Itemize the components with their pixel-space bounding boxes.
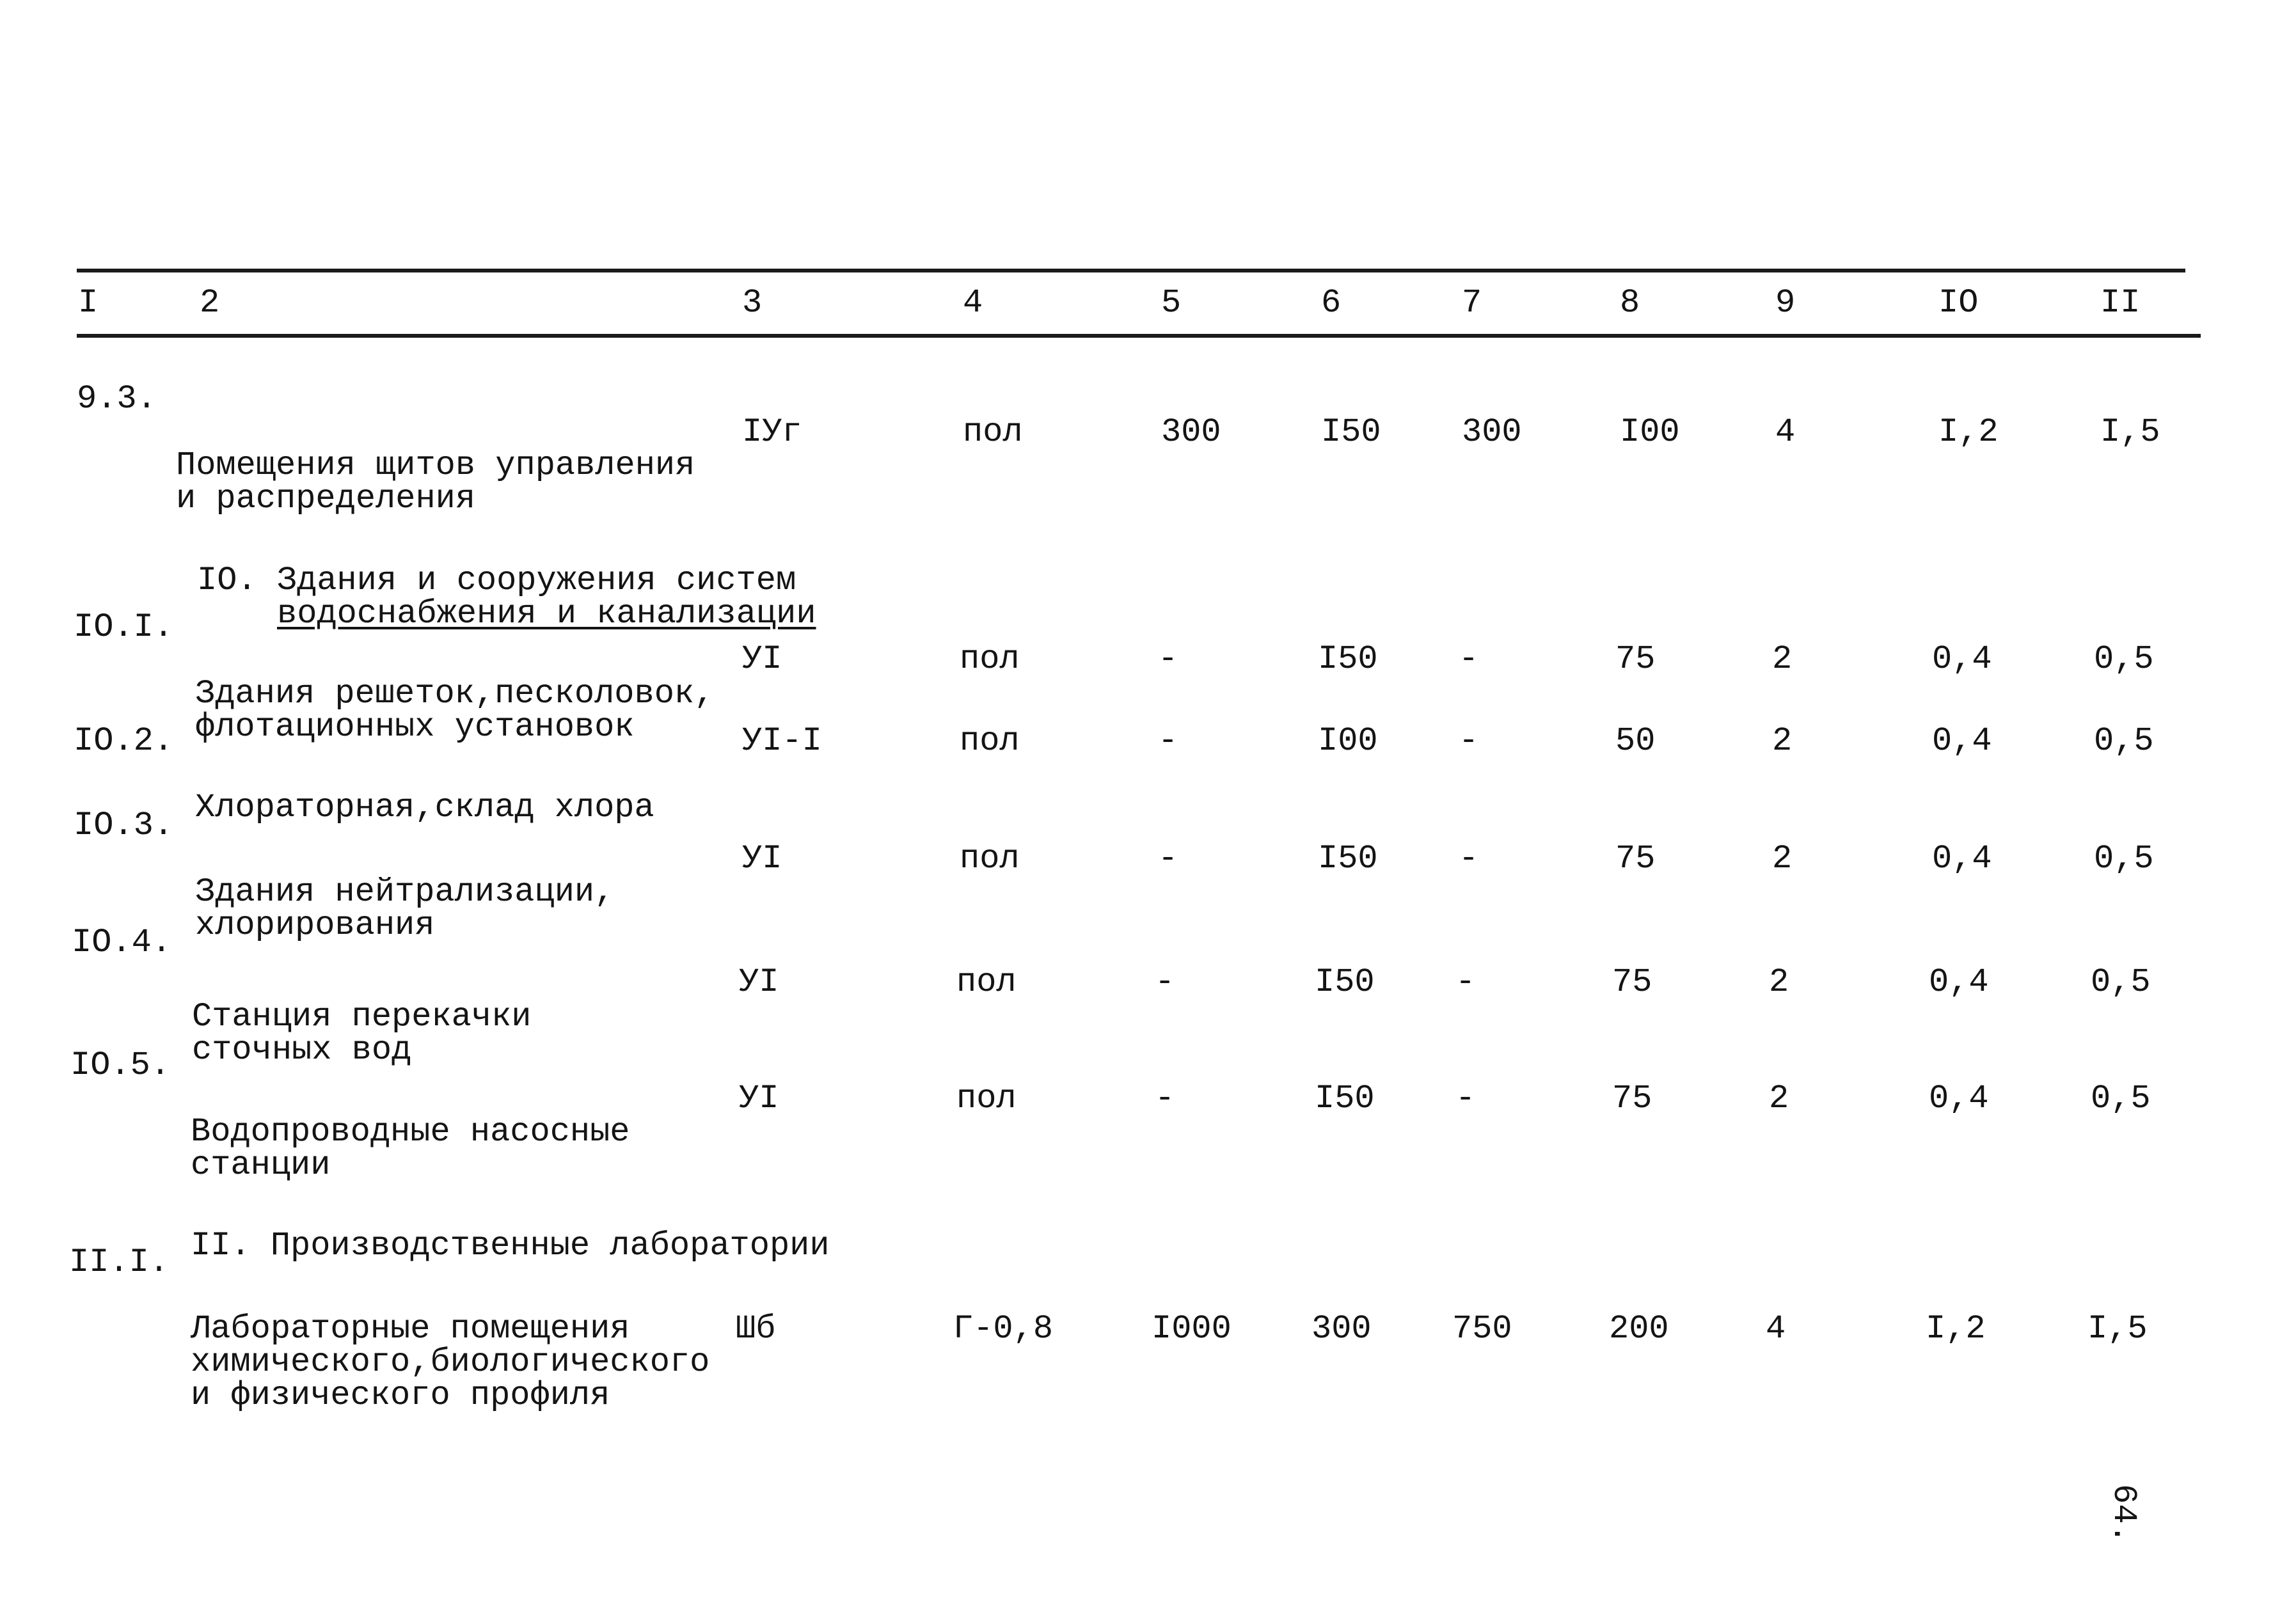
column-number: 4 [963,284,983,322]
row-number: IO.4. [72,924,172,961]
value-col9: 2 [1772,640,1793,678]
row-number: IO.2. [74,722,174,760]
column-number: II [2100,284,2141,322]
value-col11: 0,5 [2094,640,2154,678]
value-col11: 0,5 [2091,963,2151,1001]
value-col6: I50 [1315,963,1375,1001]
value-col8: 50 [1615,722,1656,760]
row-name: Помещения щитов управления и распределения [176,446,695,517]
column-number: I [78,284,99,322]
value-col6: I50 [1315,1080,1375,1117]
table-header-rule [77,334,2201,338]
value-col5: - [1155,1080,1175,1117]
value-col11: I,5 [2087,1310,2148,1348]
value-col5: - [1158,640,1178,678]
row-number: II.I. [69,1243,170,1281]
value-col5: - [1158,722,1178,760]
row-name: Здания нейтрализации, хлорирования [195,873,615,944]
value-col10: 0,4 [1932,640,1992,678]
value-col4: пол [956,963,1017,1001]
value-col10: I,2 [1926,1310,1986,1348]
row-name: Водопроводные насосные станции [191,1113,630,1184]
value-col8: 75 [1612,1080,1652,1117]
value-col11: 0,5 [2094,840,2154,878]
value-col3: УI [742,840,782,878]
value-col4: пол [960,640,1020,678]
value-col5: I000 [1152,1310,1232,1348]
value-col7: - [1455,1080,1476,1117]
column-number: 5 [1161,284,1182,322]
value-col7: 300 [1462,413,1522,451]
value-col7: - [1455,963,1476,1001]
value-col9: 2 [1772,722,1793,760]
value-col3: IУг [742,413,802,451]
value-col9: 2 [1769,1080,1789,1117]
table-top-rule [77,269,2185,272]
value-col4: пол [956,1080,1017,1117]
row-number: 9.3. [77,380,157,418]
value-col3: УI [742,640,782,678]
value-col10: I,2 [1938,413,1999,451]
column-number: 2 [200,284,220,322]
column-number: IO [1938,284,1979,322]
value-col8: 200 [1609,1310,1669,1348]
value-col6: I00 [1318,722,1378,760]
row-name: Здания решеток,песколовок, флотационных установок [195,675,715,746]
column-number: 8 [1620,284,1640,322]
section-heading: II. Производственные лаборатории [191,1227,830,1265]
value-col3: УI [739,963,779,1001]
value-col8: 75 [1612,963,1652,1001]
value-col4: пол [963,413,1023,451]
value-col6: I50 [1318,840,1378,878]
value-col10: 0,4 [1929,1080,1989,1117]
value-col3: УI-I [742,722,822,760]
value-col7: 750 [1452,1310,1512,1348]
row-number: IO.3. [74,807,174,844]
value-col3: УI [739,1080,779,1117]
value-col8: 75 [1615,640,1656,678]
value-col9: 4 [1766,1310,1786,1348]
column-number: 6 [1321,284,1342,322]
row-number: IO.5. [70,1046,171,1084]
value-col7: - [1459,840,1479,878]
value-col9: 4 [1775,413,1796,451]
page-number: 64. [2105,1484,2142,1544]
row-name: Лабораторные помещения химического,биологического и физического профиля [191,1310,710,1414]
value-col5: - [1158,840,1178,878]
value-col9: 2 [1772,840,1793,878]
value-col10: 0,4 [1932,722,1992,760]
value-col11: I,5 [2100,413,2160,451]
value-col11: 0,5 [2091,1080,2151,1117]
value-col8: 75 [1615,840,1656,878]
column-number: 9 [1775,284,1796,322]
value-col5: 300 [1161,413,1221,451]
value-col10: 0,4 [1929,963,1989,1001]
value-col9: 2 [1769,963,1789,1001]
column-number: 3 [742,284,763,322]
value-col11: 0,5 [2094,722,2154,760]
value-col8: I00 [1620,413,1680,451]
value-col10: 0,4 [1932,840,1992,878]
value-col4: Г-0,8 [953,1310,1054,1348]
section-heading: IO. Здания и сооружения систем водоснабжения и канализации [197,562,816,633]
value-col7: - [1459,722,1479,760]
value-col4: пол [960,840,1020,878]
value-col6: 300 [1311,1310,1372,1348]
value-col4: пол [960,722,1020,760]
row-number: IO.I. [74,608,174,646]
value-col5: - [1155,963,1175,1001]
row-name: Хлораторная,склад хлора [195,789,654,826]
value-col6: I50 [1321,413,1381,451]
value-col3: Шб [736,1310,776,1348]
row-name: Станция перекачки сточных вод [192,998,532,1069]
column-number: 7 [1462,284,1482,322]
value-col7: - [1459,640,1479,678]
value-col6: I50 [1318,640,1378,678]
